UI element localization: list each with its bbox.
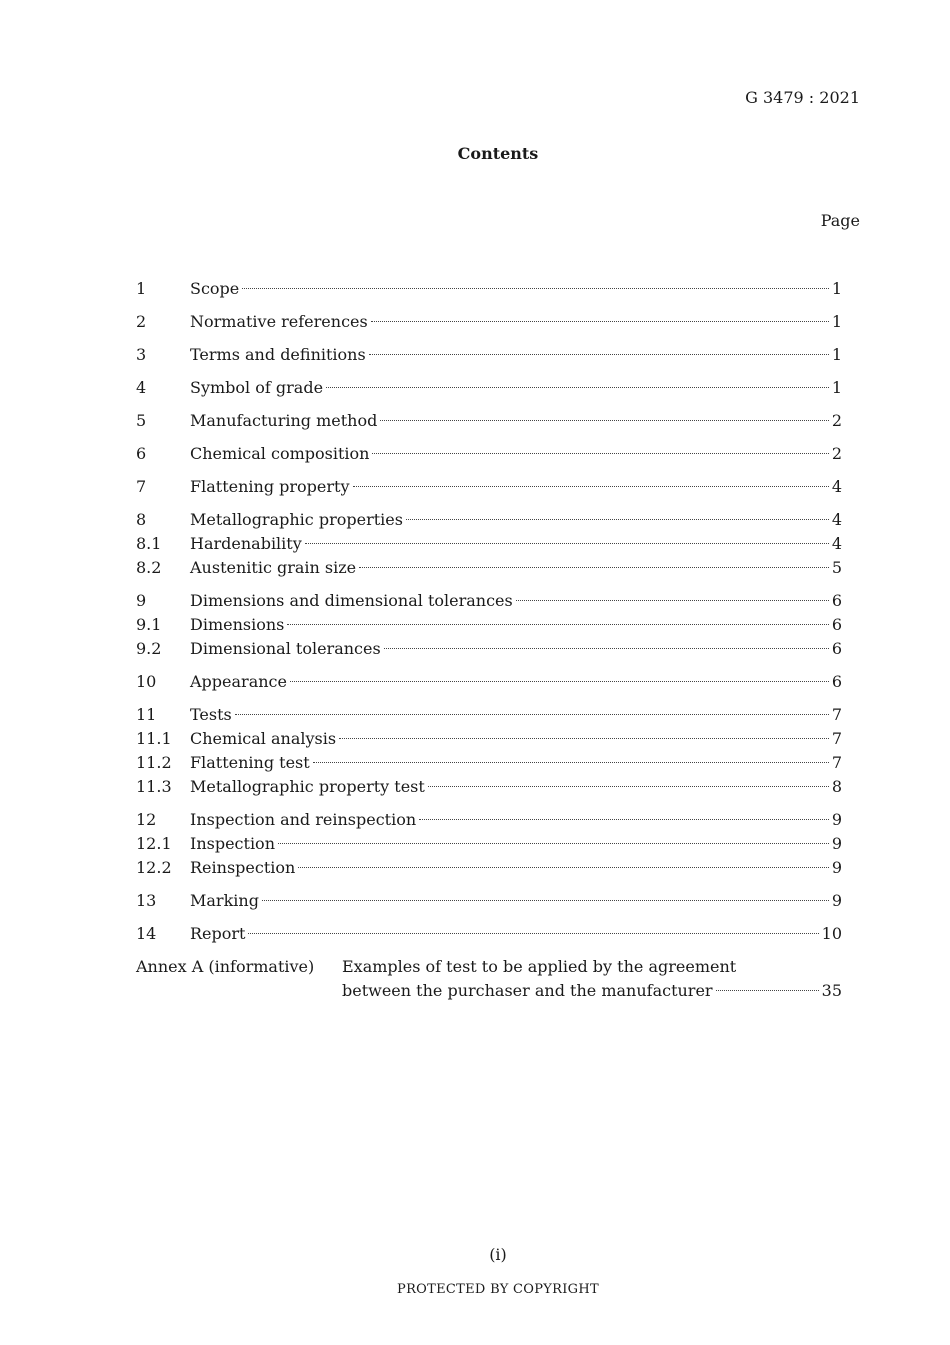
toc-entry-page: 2 — [831, 411, 842, 430]
toc-entry-title: Inspection and reinspection — [190, 810, 417, 829]
toc-entry[interactable] — [136, 637, 842, 661]
toc-entry[interactable] — [136, 613, 842, 637]
toc-entry[interactable] — [136, 727, 842, 751]
toc-entry-page: 8 — [831, 777, 842, 796]
toc-entry-number: 1 — [136, 279, 147, 298]
toc-entry-number: 9.1 — [136, 615, 162, 634]
toc-entry-title: Marking — [190, 891, 259, 910]
toc-group — [136, 442, 842, 466]
toc-entry-title: Inspection — [190, 834, 275, 853]
leader-dots — [278, 843, 829, 844]
toc-entry-number: 11.3 — [136, 777, 172, 796]
toc-entry-title: Flattening property — [190, 477, 350, 496]
toc-group — [136, 889, 842, 913]
toc-entry[interactable] — [136, 922, 842, 946]
toc-entry-page: 9 — [831, 834, 842, 853]
toc-entry-page: 7 — [831, 729, 842, 748]
leader-dots — [287, 624, 828, 625]
toc-entry-title: Chemical composition — [190, 444, 370, 463]
toc-entry-page: 1 — [831, 312, 842, 331]
toc-entry-number: 13 — [136, 891, 157, 910]
toc-entry[interactable] — [136, 832, 842, 856]
toc-entry-title: Terms and definitions — [190, 345, 366, 364]
toc-group — [136, 703, 842, 799]
toc-entry-number: 3 — [136, 345, 147, 364]
toc-entry[interactable] — [136, 442, 842, 466]
toc-entry-page: 4 — [831, 477, 842, 496]
toc-entry-title: Appearance — [190, 672, 287, 691]
toc-entry-page: 7 — [831, 705, 842, 724]
annex-title-line-2: between the purchaser and the manufacturer — [342, 981, 713, 1000]
toc-entry[interactable] — [136, 856, 842, 880]
leader-dots — [326, 387, 829, 388]
toc-entry-page: 10 — [821, 924, 842, 943]
toc-entry-title: Report — [190, 924, 246, 943]
toc-entry-title: Metallographic property test — [190, 777, 425, 796]
toc-entry[interactable] — [136, 703, 842, 727]
toc-entry-page: 9 — [831, 810, 842, 829]
leader-dots — [359, 567, 829, 568]
toc-entry-title: Tests — [190, 705, 232, 724]
toc-group — [136, 922, 842, 946]
toc-entry-page: 9 — [831, 891, 842, 910]
toc-entry-page: 6 — [831, 672, 842, 691]
toc-entry[interactable] — [136, 751, 842, 775]
toc-group — [136, 475, 842, 499]
toc-entry-number: 11.1 — [136, 729, 172, 748]
toc-entry-title: Chemical analysis — [190, 729, 337, 748]
toc-entry-number: 2 — [136, 312, 147, 331]
leader-dots — [353, 486, 829, 487]
toc-entry-page: 7 — [831, 753, 842, 772]
toc-entry[interactable] — [136, 508, 842, 532]
toc-entry-title: Reinspection — [190, 858, 296, 877]
toc-entry-title: Austenitic grain size — [190, 558, 357, 577]
toc-entry[interactable] — [136, 556, 842, 580]
leader-dots — [298, 867, 829, 868]
toc-entry-number: 8.1 — [136, 534, 162, 553]
leader-dots — [716, 990, 819, 991]
toc-group — [136, 409, 842, 433]
toc-entry-title: Dimensions — [190, 615, 285, 634]
toc-entry[interactable] — [136, 532, 842, 556]
toc-entry-page: 5 — [831, 558, 842, 577]
toc-entry-number: 12.1 — [136, 834, 172, 853]
copyright-notice: PROTECTED BY COPYRIGHT — [397, 1282, 599, 1297]
leader-dots — [369, 354, 829, 355]
table-of-contents — [136, 277, 842, 1003]
toc-entry-title: Manufacturing method — [190, 411, 378, 430]
toc-group — [136, 589, 842, 661]
toc-group — [136, 310, 842, 334]
toc-entry-number: 8.2 — [136, 558, 162, 577]
toc-entry-number: 10 — [136, 672, 157, 691]
toc-entry-title: Hardenability — [190, 534, 302, 553]
leader-dots — [305, 543, 829, 544]
toc-entry-page: 6 — [831, 639, 842, 658]
leader-dots — [313, 762, 829, 763]
toc-entry-title: Metallographic properties — [190, 510, 403, 529]
toc-group — [136, 670, 842, 694]
toc-entry-number: 7 — [136, 477, 147, 496]
toc-entry-page: 6 — [831, 615, 842, 634]
leader-dots — [235, 714, 829, 715]
leader-dots — [428, 786, 829, 787]
toc-group — [136, 376, 842, 400]
leader-dots — [242, 288, 829, 289]
toc-entries — [136, 277, 842, 946]
page-column-heading: Page — [820, 211, 860, 230]
leader-dots — [262, 900, 829, 901]
toc-group — [136, 808, 842, 880]
toc-entry-number: 14 — [136, 924, 157, 943]
toc-entry-title: Normative references — [190, 312, 368, 331]
toc-entry-page: 4 — [831, 534, 842, 553]
page-folio: (i) — [489, 1245, 507, 1264]
toc-entry[interactable] — [136, 475, 842, 499]
toc-entry-title: Scope — [190, 279, 240, 298]
toc-annex-entry[interactable] — [136, 955, 842, 1003]
leader-dots — [339, 738, 829, 739]
toc-group — [136, 508, 842, 580]
toc-entry-page: 1 — [831, 279, 842, 298]
toc-entry-number: 11.2 — [136, 753, 172, 772]
leader-dots — [516, 600, 829, 601]
toc-entry[interactable] — [136, 775, 842, 799]
annex-label: Annex A (informative) — [136, 957, 315, 976]
toc-group — [136, 343, 842, 367]
leader-dots — [384, 648, 829, 649]
toc-entry-page: 2 — [831, 444, 842, 463]
toc-entry-title: Dimensions and dimensional tolerances — [190, 591, 513, 610]
toc-entry-number: 6 — [136, 444, 147, 463]
toc-entry-number: 12 — [136, 810, 157, 829]
toc-entry-page: 4 — [831, 510, 842, 529]
toc-entry[interactable] — [136, 589, 842, 613]
toc-group — [136, 277, 842, 301]
toc-entry[interactable] — [136, 343, 842, 367]
page-title: Contents — [457, 144, 539, 163]
toc-entry[interactable] — [136, 670, 842, 694]
toc-entry-number: 12.2 — [136, 858, 172, 877]
annex-title-line-1: Examples of test to be applied by the agreement — [342, 957, 737, 976]
toc-entry[interactable] — [136, 277, 842, 301]
toc-entry[interactable] — [136, 310, 842, 334]
toc-entry-page: 6 — [831, 591, 842, 610]
annex-page-number: 35 — [821, 981, 842, 1000]
toc-entry-title: Symbol of grade — [190, 378, 324, 397]
toc-entry[interactable] — [136, 808, 842, 832]
toc-entry-number: 8 — [136, 510, 147, 529]
toc-entry-number: 5 — [136, 411, 147, 430]
leader-dots — [380, 420, 828, 421]
toc-entry[interactable] — [136, 376, 842, 400]
leader-dots — [290, 681, 829, 682]
toc-entry-number: 9 — [136, 591, 147, 610]
toc-entry-number: 11 — [136, 705, 157, 724]
leader-dots — [406, 519, 829, 520]
toc-entry-page: 1 — [831, 378, 842, 397]
leader-dots — [371, 321, 829, 322]
leader-dots — [372, 453, 828, 454]
toc-entry-page: 9 — [831, 858, 842, 877]
toc-entry-title: Flattening test — [190, 753, 310, 772]
toc-entry-page: 1 — [831, 345, 842, 364]
leader-dots — [419, 819, 829, 820]
toc-entry[interactable] — [136, 409, 842, 433]
leader-dots — [248, 933, 818, 934]
toc-entry-number: 4 — [136, 378, 147, 397]
toc-entry-title: Dimensional tolerances — [190, 639, 381, 658]
toc-entry[interactable] — [136, 889, 842, 913]
toc-entry-number: 9.2 — [136, 639, 162, 658]
document-id: G 3479 : 2021 — [745, 88, 860, 107]
